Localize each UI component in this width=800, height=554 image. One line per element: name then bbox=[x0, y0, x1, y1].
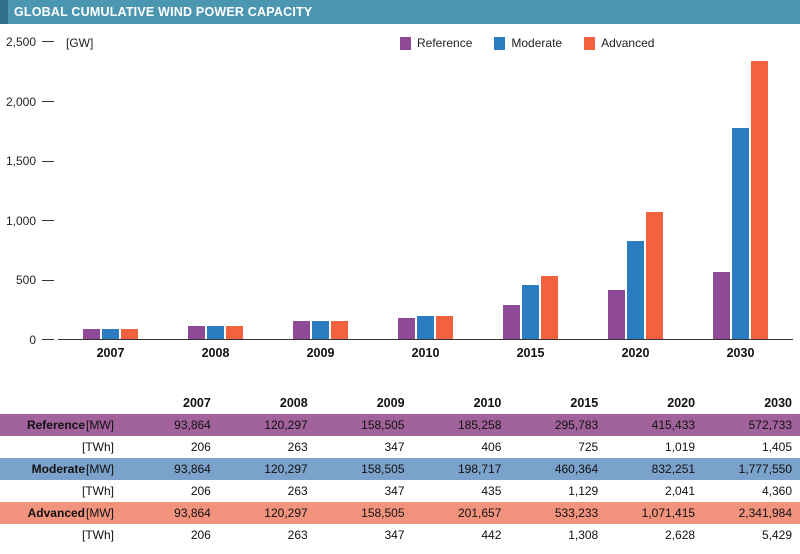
x-axis-label: 2030 bbox=[726, 346, 755, 360]
table-cell: 1,129 bbox=[568, 484, 599, 498]
bar-group bbox=[268, 42, 373, 340]
table-cell: 263 bbox=[287, 440, 308, 454]
bar-group bbox=[373, 42, 478, 340]
table-cell: 533,233 bbox=[554, 506, 599, 520]
table-cell: 263 bbox=[287, 528, 308, 542]
bar-group bbox=[478, 42, 583, 340]
table-row-label bbox=[0, 524, 122, 546]
table-row-label bbox=[0, 414, 122, 436]
bar bbox=[398, 318, 415, 340]
table-row bbox=[0, 480, 800, 502]
x-axis-label: 2015 bbox=[516, 346, 545, 360]
x-axis-label: 2007 bbox=[96, 346, 125, 360]
unit-label: [MW] bbox=[86, 506, 114, 520]
y-axis-tick-label: 500 bbox=[15, 273, 36, 288]
table-cell: 460,364 bbox=[554, 462, 599, 476]
x-axis-label: 2010 bbox=[411, 346, 440, 360]
legend-label: Reference bbox=[417, 36, 473, 50]
bar-group bbox=[58, 42, 163, 340]
table-cell: 347 bbox=[384, 484, 405, 498]
table-cell: 93,864 bbox=[174, 462, 211, 476]
bar bbox=[331, 321, 348, 340]
x-axis-label: 2009 bbox=[306, 346, 335, 360]
chart-container bbox=[0, 24, 800, 374]
y-axis-tick bbox=[6, 35, 58, 49]
plot-area bbox=[5, 35, 793, 347]
table-row bbox=[0, 414, 800, 436]
scenario-name: Reference bbox=[26, 418, 85, 432]
unit-label: [MW] bbox=[86, 462, 114, 476]
y-axis-tick-label: 2,000 bbox=[5, 94, 36, 109]
bar bbox=[293, 321, 310, 340]
bar bbox=[646, 212, 663, 340]
bar-group bbox=[688, 42, 793, 340]
scenario-name: Moderate bbox=[31, 462, 85, 476]
table-cell: 158,505 bbox=[361, 418, 405, 432]
table-cell: 1,071,415 bbox=[641, 506, 696, 520]
table-cell: 725 bbox=[578, 440, 599, 454]
y-axis-tick-label: 2,500 bbox=[5, 35, 36, 49]
table-cell: 206 bbox=[190, 440, 211, 454]
unit-label: [MW] bbox=[86, 418, 114, 432]
unit-label: [TWh] bbox=[82, 528, 114, 542]
table-cell: 1,308 bbox=[568, 528, 599, 542]
table-cell: 406 bbox=[481, 440, 502, 454]
table-cell: 93,864 bbox=[174, 418, 211, 432]
table-cell: 347 bbox=[384, 440, 405, 454]
legend-label: Moderate bbox=[511, 36, 563, 50]
bar bbox=[608, 290, 625, 340]
x-axis-label: 2008 bbox=[201, 346, 230, 360]
table-cell: 572,733 bbox=[748, 418, 792, 432]
x-axis-labels bbox=[58, 346, 793, 360]
table-cell: 158,505 bbox=[361, 462, 405, 476]
y-axis-tick bbox=[6, 95, 58, 109]
table-cell: 2,341,984 bbox=[738, 506, 792, 520]
y-axis-tick-mark bbox=[42, 101, 54, 102]
table-cell: 201,657 bbox=[457, 506, 502, 520]
table-cell: 263 bbox=[287, 484, 308, 498]
bar bbox=[751, 61, 768, 340]
y-axis-unit-label: [GW] bbox=[66, 36, 94, 50]
table-cell: 832,251 bbox=[651, 462, 696, 476]
y-axis-tick bbox=[6, 154, 58, 168]
y-axis-tick-mark bbox=[42, 280, 54, 281]
bar bbox=[541, 276, 558, 340]
y-axis-tick-mark bbox=[42, 220, 54, 221]
table-corner-cell bbox=[0, 392, 122, 414]
table-cell: 1,405 bbox=[761, 440, 792, 454]
table-column-header: 2010 bbox=[413, 392, 510, 414]
bar bbox=[503, 305, 520, 340]
table-cell: 5,429 bbox=[761, 528, 792, 542]
table-cell: 198,717 bbox=[457, 462, 502, 476]
bar bbox=[732, 128, 749, 340]
table-column-header: 2008 bbox=[219, 392, 316, 414]
table-cell: 206 bbox=[190, 528, 211, 542]
y-axis-tick-label: 0 bbox=[29, 333, 36, 347]
bar-group bbox=[163, 42, 268, 340]
table-cell: 158,505 bbox=[361, 506, 405, 520]
table-column-header: 2030 bbox=[703, 392, 800, 414]
y-axis-tick-label: 1,500 bbox=[5, 154, 36, 169]
table-row-label bbox=[0, 480, 122, 502]
table-row-label bbox=[0, 502, 122, 524]
bar bbox=[417, 316, 434, 340]
y-axis-tick bbox=[16, 273, 58, 287]
table-column-header: 2015 bbox=[509, 392, 606, 414]
bar bbox=[627, 241, 644, 340]
table-cell: 1,777,550 bbox=[738, 462, 792, 476]
table-cell: 347 bbox=[384, 528, 405, 542]
table-row bbox=[0, 524, 800, 546]
data-table-wrap bbox=[0, 392, 800, 546]
title-bar bbox=[0, 0, 800, 24]
table-cell: 442 bbox=[481, 528, 502, 542]
table-header-row bbox=[0, 392, 800, 414]
table-cell: 2,041 bbox=[665, 484, 696, 498]
table-cell: 2,628 bbox=[665, 528, 696, 542]
table-cell: 415,433 bbox=[651, 418, 696, 432]
table-cell: 4,360 bbox=[761, 484, 792, 498]
table-row bbox=[0, 436, 800, 458]
y-axis-tick bbox=[6, 214, 58, 228]
table-row-label bbox=[0, 436, 122, 458]
table-column-header: 2009 bbox=[316, 392, 413, 414]
scenario-name: Advanced bbox=[27, 506, 85, 520]
table-row bbox=[0, 458, 800, 480]
bar bbox=[522, 285, 539, 340]
data-table bbox=[0, 392, 800, 546]
table-row-label bbox=[0, 458, 122, 480]
table-column-header: 2007 bbox=[122, 392, 219, 414]
bar bbox=[312, 321, 329, 340]
y-axis-tick-mark bbox=[42, 339, 54, 340]
table-cell: 435 bbox=[481, 484, 502, 498]
unit-label: [TWh] bbox=[82, 484, 114, 498]
table-cell: 295,783 bbox=[554, 418, 599, 432]
table-cell: 1,019 bbox=[665, 440, 696, 454]
bar-groups bbox=[58, 42, 793, 340]
bar-group bbox=[583, 42, 688, 340]
bar bbox=[713, 272, 730, 340]
title-accent-block bbox=[0, 0, 8, 24]
legend-label: Advanced bbox=[601, 36, 655, 50]
table-cell: 120,297 bbox=[264, 506, 308, 520]
table-column-header: 2020 bbox=[606, 392, 703, 414]
x-axis-line bbox=[58, 339, 793, 341]
bar bbox=[436, 316, 453, 340]
table-cell: 120,297 bbox=[264, 462, 308, 476]
table-cell: 93,864 bbox=[174, 506, 211, 520]
page-title: GLOBAL CUMULATIVE WIND POWER CAPACITY bbox=[14, 5, 313, 19]
table-body bbox=[0, 414, 800, 546]
y-axis-tick-mark bbox=[42, 161, 54, 162]
table-cell: 185,258 bbox=[457, 418, 502, 432]
y-axis-tick-mark bbox=[42, 41, 54, 42]
table-row bbox=[0, 502, 800, 524]
table-cell: 206 bbox=[190, 484, 211, 498]
x-axis-label: 2020 bbox=[621, 346, 650, 360]
unit-label: [TWh] bbox=[82, 440, 114, 454]
y-axis-tick-label: 1,000 bbox=[5, 213, 36, 228]
y-axis-tick bbox=[29, 333, 58, 347]
table-cell: 120,297 bbox=[264, 418, 308, 432]
